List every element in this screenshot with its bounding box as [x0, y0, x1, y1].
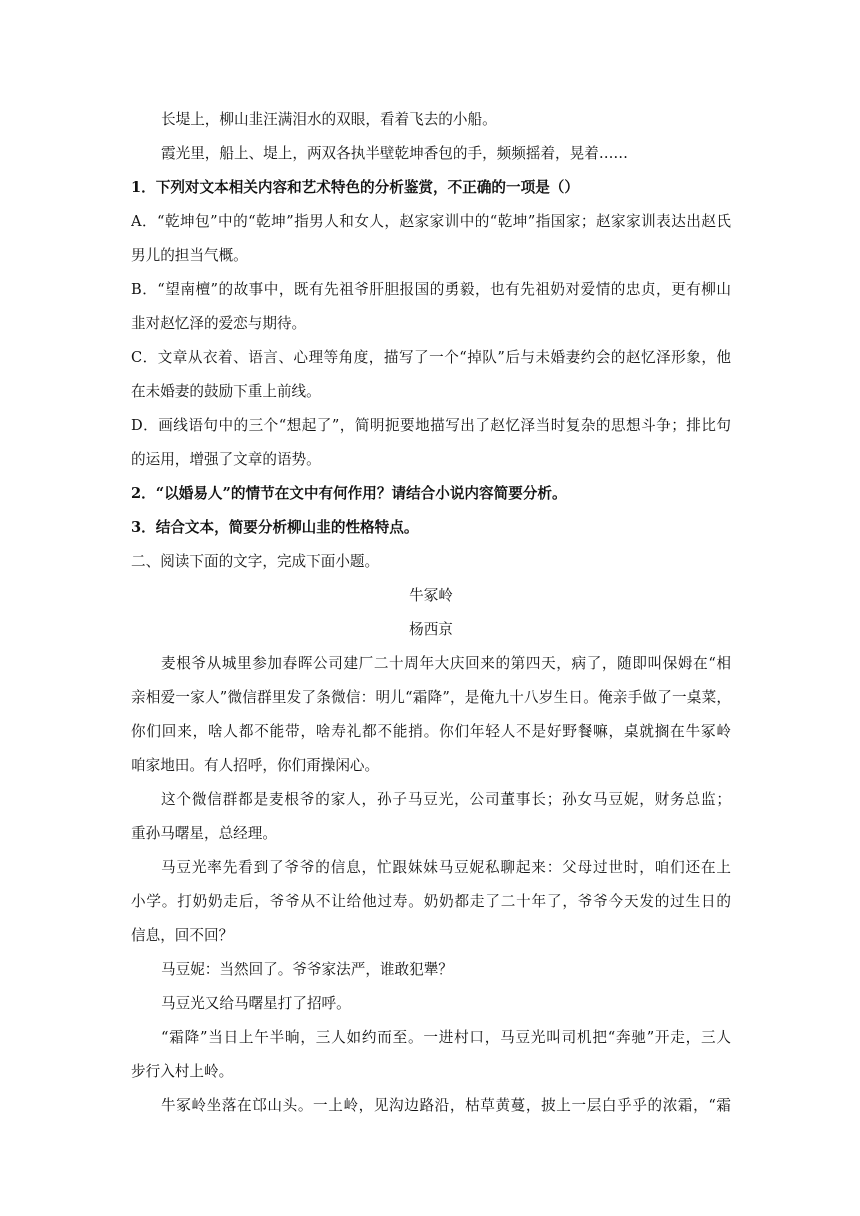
- option-c-line-1: C．文章从衣着、语言、心理等角度，描写了一个“掉队”后与未婚妻约会的赵忆泽形象，他: [131, 349, 731, 366]
- option-b-line-2: 韭对赵忆泽的爱恋与期待。: [131, 315, 307, 332]
- section-heading: 二、阅读下面的文字，完成下面小题。: [131, 553, 380, 570]
- option-a-line-1: A．“乾坤包”中的“乾坤”指男人和女人，赵家家训中的“乾坤”指国家；赵家家训表达出赵氏: [131, 213, 731, 230]
- paragraph-line: 马豆光率先看到了爷爷的信息，忙跟妹妹马豆妮私聊起来：父母过世时，咱们还在上: [161, 859, 731, 876]
- paragraph-line: 重孙马曙星，总经理。: [131, 825, 277, 842]
- story-author: 杨西京: [409, 621, 453, 638]
- paragraph-line: 马豆光又给马曙星打了招呼。: [161, 995, 351, 1012]
- paragraph-line: 咱家地田。有人招呼，你们甭操闲心。: [131, 757, 380, 774]
- text-line: 霞光里，船上、堤上，两双各执半壁乾坤香包的手，频频摇着，晃着……: [161, 145, 629, 162]
- story-title: 牛冢岭: [409, 587, 453, 604]
- option-b-line-1: B．“望南檀”的故事中，既有先祖爷肝胆报国的勇毅，也有先祖奶对爱情的忠贞，更有柳山: [131, 281, 731, 298]
- paragraph-line: 步行入村上岭。: [131, 1063, 234, 1080]
- paragraph-line: 牛冢岭坐落在邙山头。一上岭，见沟边路沿，枯草黄蔓，披上一层白乎乎的浓霜，“霜: [161, 1097, 731, 1114]
- paragraph-line: 小学。打奶奶走后，爷爷从不让给他过寿。奶奶都走了二十年了，爷爷今天发的过生日的: [131, 893, 731, 910]
- paragraph-line: 亲相爱一家人”微信群里发了条微信：明儿“霜降”，是俺九十八岁生日。俺亲手做了一桌菜，: [131, 689, 731, 706]
- paragraph-line: 麦根爷从城里参加春晖公司建厂二十周年大庆回来的第四天，病了，随即叫保姆在“相: [161, 655, 731, 672]
- question-2: 2．“以婚易人”的情节在文中有何作用？请结合小说内容简要分析。: [131, 485, 567, 502]
- text-line: 长堤上，柳山韭汪满泪水的双眼，看着飞去的小船。: [161, 111, 497, 128]
- option-c-line-2: 在未婚妻的鼓励下重上前线。: [131, 383, 321, 400]
- option-d-line-2: 的运用，增强了文章的语势。: [131, 451, 321, 468]
- question-1: 1．下列对文本相关内容和艺术特色的分析鉴赏，不正确的一项是（）: [131, 179, 579, 196]
- paragraph-line: 你们回来，啥人都不能带，啥寿礼都不能捎。你们年轻人不是好野餐嘛，桌就搁在牛冢岭: [131, 723, 731, 740]
- question-3: 3．结合文本，简要分析柳山韭的性格特点。: [131, 519, 419, 536]
- paragraph-line: 信息，回不回？: [131, 927, 234, 944]
- option-d-line-1: D．画线语句中的三个“想起了”，简明扼要地描写出了赵忆泽当时复杂的思想斗争；排比句: [131, 417, 731, 434]
- paragraph-line: 马豆妮：当然回了。爷爷家法严，谁敢犯犟？: [161, 961, 453, 978]
- paragraph-line: 这个微信群都是麦根爷的家人，孙子马豆光，公司董事长；孙女马豆妮，财务总监；: [161, 791, 731, 808]
- paragraph-line: “霜降”当日上午半晌，三人如约而至。一进村口，马豆光叫司机把“奔驰”开走，三人: [161, 1029, 731, 1046]
- option-a-line-2: 男儿的担当气概。: [131, 247, 248, 264]
